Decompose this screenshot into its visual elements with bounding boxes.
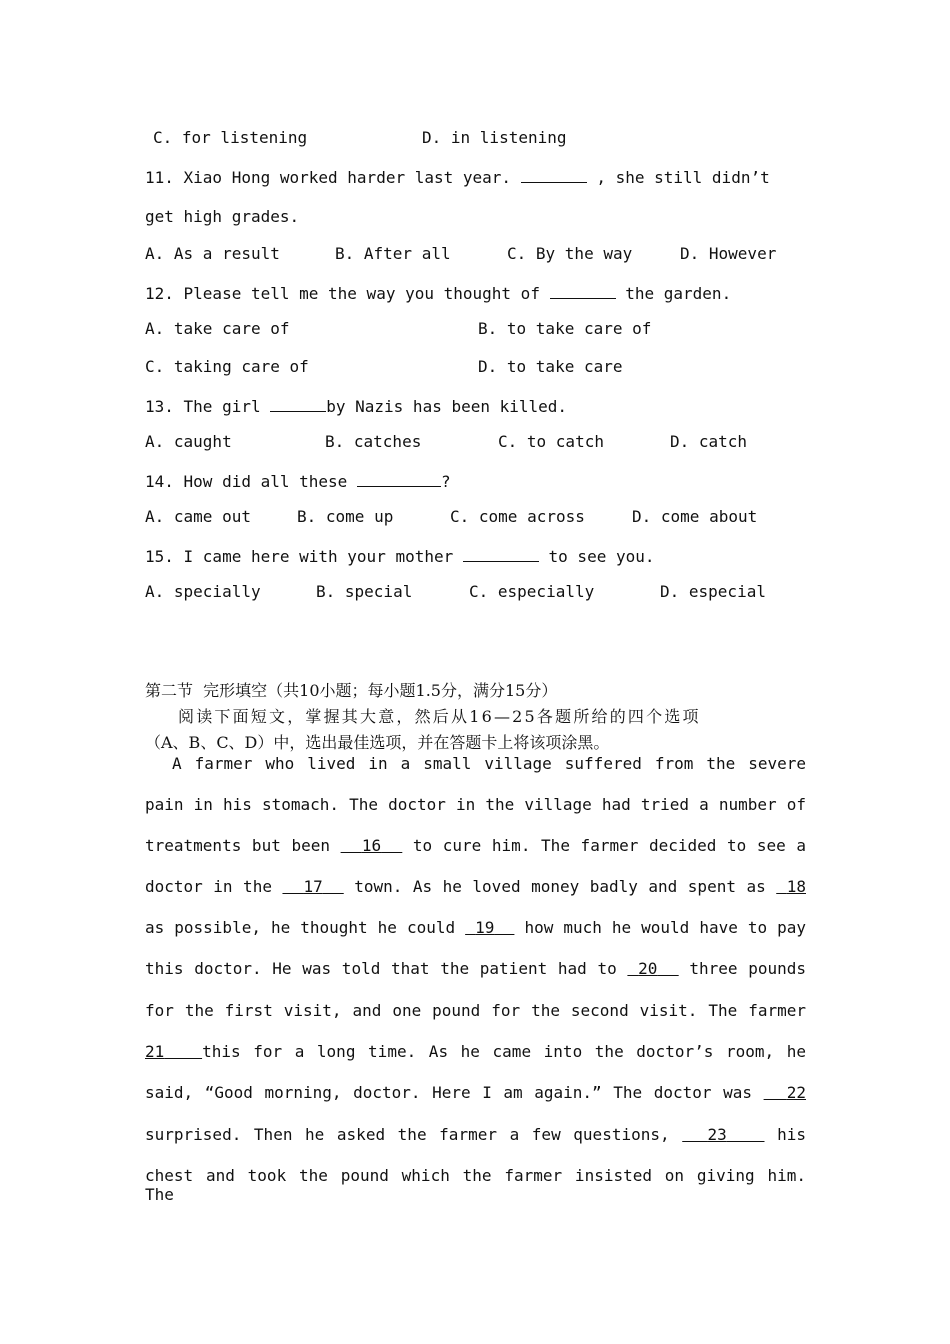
q12-option-a: A. take care of: [145, 319, 290, 338]
q12-stem-text-after: the garden.: [625, 284, 732, 303]
passage-text: three pounds: [689, 959, 806, 978]
q12-option-b: B. to take care of: [478, 319, 652, 338]
blank-17: [282, 877, 343, 896]
q14-answer-blank: [357, 470, 441, 487]
q10-option-c: C. for listening: [153, 128, 308, 147]
passage-line-2: pain in his stomach. The doctor in the village had tried a number of: [145, 795, 806, 814]
q13-options: [145, 432, 815, 454]
passage-text: to cure him. The farmer decided to see a: [412, 836, 807, 855]
passage-text: this doctor. He was told that the patient had to: [145, 959, 617, 978]
q12-option-d: D. to take care: [478, 357, 623, 376]
q13-answer-blank: [270, 395, 326, 412]
blank-16: [341, 836, 403, 855]
passage-line-7: for the first visit, and one pound for the second visit. The farmer: [145, 1001, 806, 1020]
passage-line-10: [145, 1125, 806, 1144]
passage-line-1: A farmer who lived in a small village suffered from the severe: [172, 754, 806, 773]
blank-21-number: 21: [145, 1042, 165, 1061]
q11-stem-line2: get high grades.: [145, 207, 300, 226]
passage-text: treatments but been: [145, 836, 330, 855]
instruction-line2: （A、B、C、D）中，选出最佳选项，并在答题卡上将该项涂黑。: [145, 733, 610, 752]
q13-stem-text: 13. The girl: [145, 397, 261, 416]
q13-option-b: B. catches: [325, 432, 422, 451]
q12-answer-blank: [550, 282, 616, 299]
passage-text: this for a long time. As he came into the doctor’s room, he: [202, 1042, 806, 1061]
q11-stem-text-after: , she still didn’t: [596, 168, 770, 187]
q11-answer-blank: [521, 166, 587, 183]
q14-stem-text: 14. How did all these: [145, 472, 348, 491]
blank-23-number: 23: [707, 1125, 727, 1144]
q14-stem-text-after: ?: [440, 472, 451, 491]
passage-line-9: [145, 1083, 806, 1102]
q15-stem-text: 15. I came here with your mother: [145, 547, 454, 566]
passage-line-5: [145, 918, 806, 937]
q15-stem-text-after: to see you.: [548, 547, 655, 566]
passage-line-11: chest and took the pound which the farmer insisted on giving him. The: [145, 1166, 806, 1204]
passage-text: doctor in the: [145, 877, 272, 896]
q13-option-d: D. catch: [670, 432, 748, 451]
q11-option-b: B. After all: [335, 244, 451, 263]
blank-22: [764, 1083, 806, 1102]
passage-text: town. As he loved money badly and spent as: [354, 877, 766, 896]
q15-option-a: A. specially: [145, 582, 261, 601]
passage-line-8: [145, 1042, 806, 1061]
blank-18: [776, 877, 806, 896]
q11-option-d: D. However: [680, 244, 777, 263]
q10-option-d: D. in listening: [422, 128, 567, 147]
q12-stem-text: 12. Please tell me the way you thought of: [145, 284, 540, 303]
q14-option-a: A. came out: [145, 507, 251, 526]
instruction-line1: 阅读下面短文，掌握其大意，然后从16—25各题所给的四个选项: [178, 707, 701, 726]
passage-text: his: [777, 1125, 807, 1144]
blank-22-number: 22: [786, 1083, 807, 1102]
passage-line-4: [145, 877, 806, 896]
q11-stem-line1: [145, 166, 770, 187]
q15-stem: [145, 545, 655, 566]
blank-18-number: 18: [786, 877, 806, 896]
q13-stem-text-after: by Nazis has been killed.: [326, 397, 568, 416]
q14-stem: [145, 470, 451, 491]
passage-line-6: [145, 959, 806, 978]
blank-23: [682, 1125, 764, 1144]
q12-stem: [145, 282, 731, 303]
passage-text: said, “Good morning, doctor. Here I am again.” The doctor was: [145, 1083, 753, 1102]
q11-option-a: A. As a result: [145, 244, 280, 263]
q15-answer-blank: [463, 545, 539, 562]
blank-19: [465, 918, 514, 937]
q13-stem: [145, 395, 567, 416]
blank-20-number: 20: [638, 959, 658, 978]
blank-20: [627, 959, 678, 978]
blank-16-number: 16: [361, 836, 382, 855]
q15-options: [145, 582, 815, 604]
passage-text: as possible, he thought he could: [145, 918, 456, 937]
q11-stem-text: 11. Xiao Hong worked harder last year.: [145, 168, 512, 187]
passage-line-3: [145, 836, 806, 855]
q11-option-c: C. By the way: [507, 244, 633, 263]
q12-options-row2: [145, 357, 815, 379]
blank-17-number: 17: [303, 877, 323, 896]
q13-option-c: C. to catch: [498, 432, 604, 451]
passage-text: surprised. Then he asked the farmer a few questions,: [145, 1125, 670, 1144]
section-heading: 第二节 完形填空（共10小题；每小题1.5分，满分15分）: [145, 681, 558, 700]
q14-option-b: B. come up: [297, 507, 394, 526]
q14-options: [145, 507, 815, 529]
passage-text: how much he would have to pay: [524, 918, 807, 937]
q11-options: [145, 244, 815, 266]
blank-19-number: 19: [475, 918, 495, 937]
q15-option-c: C. especially: [469, 582, 595, 601]
q15-option-b: B. special: [316, 582, 413, 601]
q15-option-d: D. especial: [660, 582, 766, 601]
q12-option-c: C. taking care of: [145, 357, 309, 376]
q14-option-d: D. come about: [632, 507, 758, 526]
blank-21: [145, 1042, 202, 1061]
q14-option-c: C. come across: [450, 507, 585, 526]
q13-option-a: A. caught: [145, 432, 232, 451]
q10-options: [145, 128, 815, 150]
q12-options-row1: [145, 319, 815, 341]
